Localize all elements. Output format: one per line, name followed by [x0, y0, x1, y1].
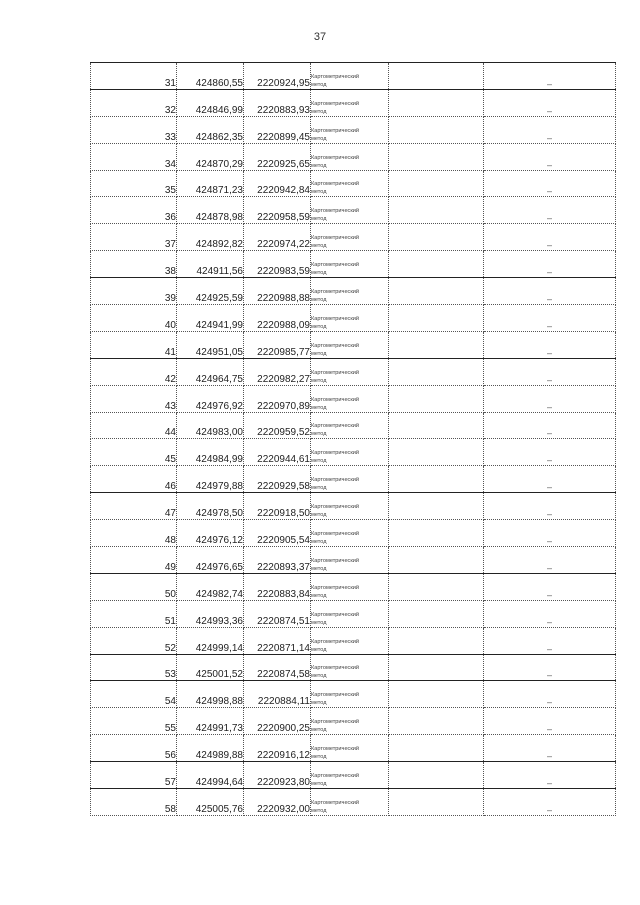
y-coordinate-cell: 2220942,84 [244, 170, 311, 197]
method-label-line1: Картометрический [311, 262, 360, 269]
method-cell [311, 493, 389, 520]
empty-cell [389, 573, 484, 600]
method-label-line2: метод [311, 431, 327, 438]
method-cell [311, 251, 389, 278]
method-label-line2: метод [311, 539, 327, 546]
method-label-line2: метод [311, 700, 327, 707]
page-number: 37 [313, 31, 327, 43]
method-label-line2: метод [311, 81, 327, 88]
point-number-cell: 46 [91, 466, 177, 493]
empty-cell [389, 116, 484, 143]
table-row [91, 358, 616, 385]
empty-cell [389, 412, 484, 439]
y-coordinate-cell: 2220983,59 [244, 251, 311, 278]
table-row [91, 331, 616, 358]
dash-cell: – [484, 358, 616, 385]
point-number-cell: 45 [91, 439, 177, 466]
method-cell [311, 627, 389, 654]
method-label-line1: Картометрический [311, 181, 360, 188]
method-cell [311, 385, 389, 412]
point-number-cell: 33 [91, 116, 177, 143]
method-label-line2: метод [311, 108, 327, 115]
table-row [91, 762, 616, 789]
y-coordinate-cell: 2220925,65 [244, 143, 311, 170]
x-coordinate-cell: 424871,23 [177, 170, 244, 197]
table-row [91, 412, 616, 439]
method-cell [311, 735, 389, 762]
method-cell [311, 358, 389, 385]
empty-cell [389, 143, 484, 170]
point-number-cell: 49 [91, 547, 177, 574]
method-label-line1: Картометрический [311, 611, 360, 618]
method-label-line1: Картометрический [311, 315, 360, 322]
empty-cell [389, 681, 484, 708]
dash-cell: – [484, 224, 616, 251]
empty-cell [389, 547, 484, 574]
y-coordinate-cell: 2220874,51 [244, 600, 311, 627]
x-coordinate-cell: 424911,56 [177, 251, 244, 278]
dash-cell: – [484, 412, 616, 439]
method-label-line2: метод [311, 243, 327, 250]
method-label-line2: метод [311, 512, 327, 519]
x-coordinate-cell: 424870,29 [177, 143, 244, 170]
point-number-cell: 52 [91, 627, 177, 654]
method-label-line1: Картометрический [311, 665, 360, 672]
table-row [91, 493, 616, 520]
point-number-cell: 50 [91, 573, 177, 600]
x-coordinate-cell: 424846,99 [177, 89, 244, 116]
y-coordinate-cell: 2220900,25 [244, 708, 311, 735]
x-coordinate-cell: 424991,73 [177, 708, 244, 735]
method-cell [311, 439, 389, 466]
y-coordinate-cell: 2220918,50 [244, 493, 311, 520]
y-coordinate-cell: 2220884,11 [244, 681, 311, 708]
table-row [91, 251, 616, 278]
dash-cell: – [484, 762, 616, 789]
dash-cell: – [484, 547, 616, 574]
method-cell [311, 681, 389, 708]
y-coordinate-cell: 2220959,52 [244, 412, 311, 439]
method-label-line2: метод [311, 565, 327, 572]
method-label-line2: метод [311, 404, 327, 411]
method-label-line2: метод [311, 135, 327, 142]
method-label-line1: Картометрический [311, 73, 360, 80]
empty-cell [389, 493, 484, 520]
y-coordinate-cell: 2220923,80 [244, 762, 311, 789]
table-row [91, 385, 616, 412]
method-label-line1: Картометрический [311, 584, 360, 591]
point-number-cell: 54 [91, 681, 177, 708]
y-coordinate-cell: 2220874,58 [244, 654, 311, 681]
method-label-line2: метод [311, 297, 327, 304]
point-number-cell: 39 [91, 278, 177, 305]
point-number-cell: 53 [91, 654, 177, 681]
y-coordinate-cell: 2220916,12 [244, 735, 311, 762]
x-coordinate-cell: 424976,12 [177, 520, 244, 547]
method-cell [311, 654, 389, 681]
x-coordinate-cell: 424862,35 [177, 116, 244, 143]
dash-cell: – [484, 197, 616, 224]
method-label-line2: метод [311, 162, 327, 169]
empty-cell [389, 708, 484, 735]
table-row [91, 600, 616, 627]
method-label-line2: метод [311, 377, 327, 384]
y-coordinate-cell: 2220871,14 [244, 627, 311, 654]
method-cell [311, 762, 389, 789]
table-row [91, 654, 616, 681]
x-coordinate-cell: 424978,50 [177, 493, 244, 520]
method-label-line1: Картометрический [311, 692, 360, 699]
method-cell [311, 789, 389, 816]
empty-cell [389, 224, 484, 251]
table-row [91, 224, 616, 251]
method-label-line1: Картометрический [311, 154, 360, 161]
dash-cell: – [484, 466, 616, 493]
x-coordinate-cell: 424976,65 [177, 547, 244, 574]
x-coordinate-cell: 424984,99 [177, 439, 244, 466]
method-label-line2: метод [311, 646, 327, 653]
x-coordinate-cell: 424860,55 [177, 63, 244, 90]
dash-cell: – [484, 600, 616, 627]
table-row [91, 735, 616, 762]
empty-cell [389, 278, 484, 305]
table-row [91, 573, 616, 600]
coordinates-table [90, 62, 616, 816]
method-label-line1: Картометрический [311, 208, 360, 215]
empty-cell [389, 789, 484, 816]
table-row [91, 439, 616, 466]
x-coordinate-cell: 424989,88 [177, 735, 244, 762]
table-row [91, 63, 616, 90]
empty-cell [389, 63, 484, 90]
table-row [91, 89, 616, 116]
table-row [91, 278, 616, 305]
method-label-line1: Картометрический [311, 638, 360, 645]
method-cell [311, 466, 389, 493]
dash-cell: – [484, 331, 616, 358]
point-number-cell: 34 [91, 143, 177, 170]
table-row [91, 547, 616, 574]
dash-cell: – [484, 170, 616, 197]
point-number-cell: 44 [91, 412, 177, 439]
dash-cell: – [484, 654, 616, 681]
method-cell [311, 547, 389, 574]
point-number-cell: 36 [91, 197, 177, 224]
method-label-line2: метод [311, 673, 327, 680]
x-coordinate-cell: 424976,92 [177, 385, 244, 412]
x-coordinate-cell: 424878,98 [177, 197, 244, 224]
empty-cell [389, 654, 484, 681]
method-cell [311, 116, 389, 143]
point-number-cell: 55 [91, 708, 177, 735]
y-coordinate-cell: 2220932,00 [244, 789, 311, 816]
method-cell [311, 278, 389, 305]
method-label-line1: Картометрический [311, 289, 360, 296]
point-number-cell: 38 [91, 251, 177, 278]
method-cell [311, 412, 389, 439]
point-number-cell: 35 [91, 170, 177, 197]
dash-cell: – [484, 385, 616, 412]
method-label-line2: метод [311, 807, 327, 814]
x-coordinate-cell: 424983,00 [177, 412, 244, 439]
x-coordinate-cell: 424964,75 [177, 358, 244, 385]
dash-cell: – [484, 627, 616, 654]
y-coordinate-cell: 2220982,27 [244, 358, 311, 385]
dash-cell: – [484, 520, 616, 547]
y-coordinate-cell: 2220905,54 [244, 520, 311, 547]
method-label-line1: Картометрический [311, 342, 360, 349]
y-coordinate-cell: 2220893,37 [244, 547, 311, 574]
empty-cell [389, 305, 484, 332]
x-coordinate-cell: 424892,82 [177, 224, 244, 251]
method-cell [311, 143, 389, 170]
dash-cell: – [484, 493, 616, 520]
point-number-cell: 41 [91, 331, 177, 358]
x-coordinate-cell: 424994,64 [177, 762, 244, 789]
method-label-line1: Картометрический [311, 396, 360, 403]
point-number-cell: 48 [91, 520, 177, 547]
y-coordinate-cell: 2220883,93 [244, 89, 311, 116]
dash-cell: – [484, 681, 616, 708]
x-coordinate-cell: 424982,74 [177, 573, 244, 600]
point-number-cell: 56 [91, 735, 177, 762]
method-label-line1: Картометрический [311, 719, 360, 726]
method-cell [311, 224, 389, 251]
method-label-line1: Картометрический [311, 235, 360, 242]
dash-cell: – [484, 573, 616, 600]
dash-cell: – [484, 63, 616, 90]
empty-cell [389, 251, 484, 278]
y-coordinate-cell: 2220985,77 [244, 331, 311, 358]
x-coordinate-cell: 424999,14 [177, 627, 244, 654]
empty-cell [389, 170, 484, 197]
x-coordinate-cell: 424941,99 [177, 305, 244, 332]
method-label-line2: метод [311, 270, 327, 277]
table-row [91, 627, 616, 654]
method-label-line2: метод [311, 350, 327, 357]
dash-cell: – [484, 708, 616, 735]
table-row [91, 789, 616, 816]
x-coordinate-cell: 424993,36 [177, 600, 244, 627]
method-label-line2: метод [311, 754, 327, 761]
point-number-cell: 58 [91, 789, 177, 816]
method-cell [311, 573, 389, 600]
point-number-cell: 43 [91, 385, 177, 412]
empty-cell [389, 627, 484, 654]
dash-cell: – [484, 143, 616, 170]
method-cell [311, 708, 389, 735]
coordinates-table-body [91, 63, 616, 816]
empty-cell [389, 89, 484, 116]
dash-cell: – [484, 278, 616, 305]
method-cell [311, 600, 389, 627]
point-number-cell: 57 [91, 762, 177, 789]
dash-cell: – [484, 251, 616, 278]
method-cell [311, 197, 389, 224]
method-cell [311, 520, 389, 547]
dash-cell: – [484, 439, 616, 466]
x-coordinate-cell: 424998,88 [177, 681, 244, 708]
y-coordinate-cell: 2220988,09 [244, 305, 311, 332]
method-label-line1: Картометрический [311, 746, 360, 753]
table-row [91, 170, 616, 197]
x-coordinate-cell: 424925,59 [177, 278, 244, 305]
table-row [91, 197, 616, 224]
empty-cell [389, 762, 484, 789]
y-coordinate-cell: 2220974,22 [244, 224, 311, 251]
table-row [91, 466, 616, 493]
method-label-line2: метод [311, 727, 327, 734]
method-cell [311, 305, 389, 332]
table-row [91, 520, 616, 547]
empty-cell [389, 197, 484, 224]
point-number-cell: 32 [91, 89, 177, 116]
x-coordinate-cell: 425005,76 [177, 789, 244, 816]
x-coordinate-cell: 424979,88 [177, 466, 244, 493]
dash-cell: – [484, 89, 616, 116]
method-cell [311, 89, 389, 116]
x-coordinate-cell: 424951,05 [177, 331, 244, 358]
point-number-cell: 47 [91, 493, 177, 520]
method-label-line2: метод [311, 189, 327, 196]
point-number-cell: 40 [91, 305, 177, 332]
method-label-line2: метод [311, 592, 327, 599]
empty-cell [389, 331, 484, 358]
method-label-line1: Картометрический [311, 773, 360, 780]
method-label-line2: метод [311, 458, 327, 465]
method-label-line2: метод [311, 485, 327, 492]
y-coordinate-cell: 2220924,95 [244, 63, 311, 90]
dash-cell: – [484, 116, 616, 143]
dash-cell: – [484, 735, 616, 762]
method-label-line1: Картометрический [311, 799, 360, 806]
table-row [91, 116, 616, 143]
method-label-line2: метод [311, 216, 327, 223]
y-coordinate-cell: 2220970,89 [244, 385, 311, 412]
point-number-cell: 31 [91, 63, 177, 90]
method-label-line1: Картометрический [311, 100, 360, 107]
y-coordinate-cell: 2220929,58 [244, 466, 311, 493]
method-label-line1: Картометрический [311, 504, 360, 511]
table-row [91, 143, 616, 170]
empty-cell [389, 600, 484, 627]
empty-cell [389, 385, 484, 412]
point-number-cell: 42 [91, 358, 177, 385]
method-label-line2: метод [311, 781, 327, 788]
y-coordinate-cell: 2220988,88 [244, 278, 311, 305]
method-label-line1: Картометрический [311, 531, 360, 538]
point-number-cell: 51 [91, 600, 177, 627]
method-label-line2: метод [311, 323, 327, 330]
table-row [91, 305, 616, 332]
method-label-line1: Картометрический [311, 423, 360, 430]
method-label-line1: Картометрический [311, 477, 360, 484]
y-coordinate-cell: 2220899,45 [244, 116, 311, 143]
method-cell [311, 63, 389, 90]
y-coordinate-cell: 2220883,84 [244, 573, 311, 600]
y-coordinate-cell: 2220944,61 [244, 439, 311, 466]
y-coordinate-cell: 2220958,59 [244, 197, 311, 224]
point-number-cell: 37 [91, 224, 177, 251]
x-coordinate-cell: 425001,52 [177, 654, 244, 681]
method-label-line2: метод [311, 619, 327, 626]
method-cell [311, 331, 389, 358]
dash-cell: – [484, 305, 616, 332]
method-label-line1: Картометрический [311, 450, 360, 457]
method-label-line1: Картометрический [311, 557, 360, 564]
empty-cell [389, 520, 484, 547]
empty-cell [389, 439, 484, 466]
method-label-line1: Картометрический [311, 369, 360, 376]
empty-cell [389, 735, 484, 762]
method-label-line1: Картометрический [311, 127, 360, 134]
table-row [91, 708, 616, 735]
empty-cell [389, 466, 484, 493]
table-row [91, 681, 616, 708]
method-cell [311, 170, 389, 197]
empty-cell [389, 358, 484, 385]
dash-cell: – [484, 789, 616, 816]
